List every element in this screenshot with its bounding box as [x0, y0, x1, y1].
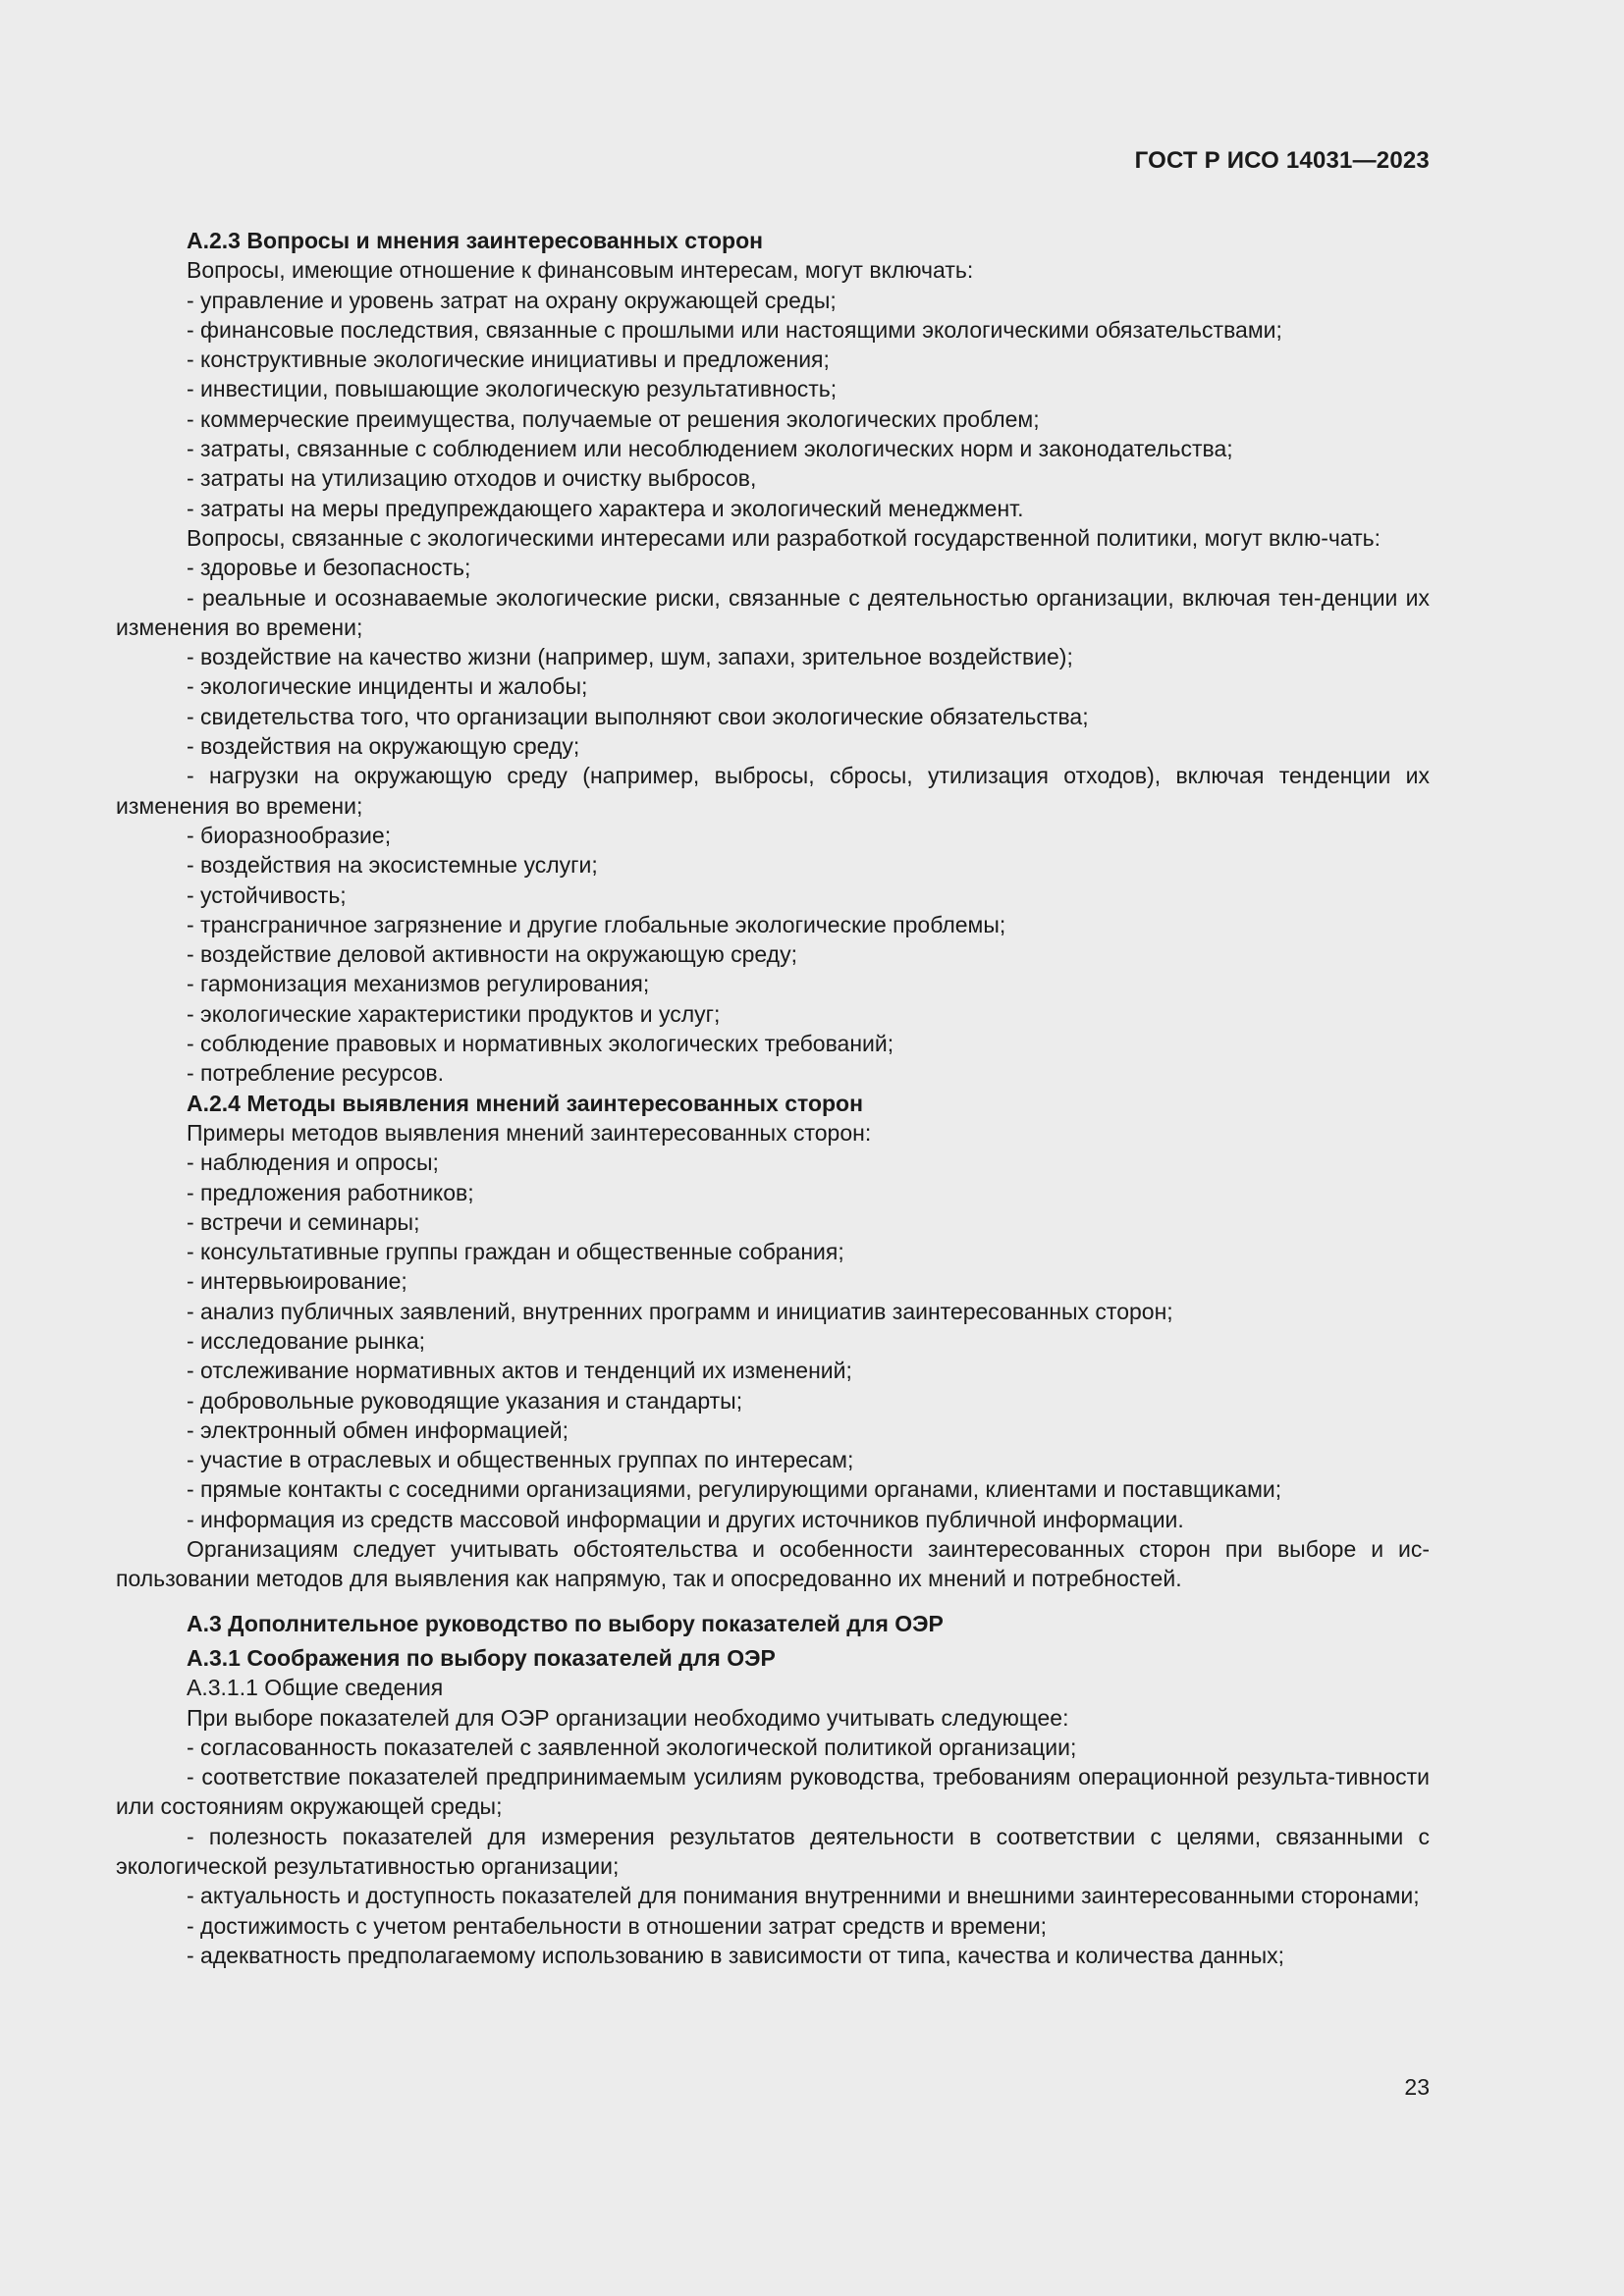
- list-item: - полезность показателей для измерения результатов деятельности в соответствии с целями, связанными с экологической результативностью организации;: [116, 1823, 1430, 1880]
- list-item: - достижимость с учетом рентабельности в отношении затрат средств и времени;: [187, 1912, 1048, 1939]
- section-title-a223: А.2.3 Вопросы и мнения заинтересованных сторон: [187, 228, 764, 253]
- list-item: - потребление ресурсов.: [187, 1060, 445, 1087]
- list-item: - встречи и семинары;: [187, 1208, 420, 1235]
- list-item: - информация из средств массовой информации и других источников публичной информации.: [187, 1506, 1184, 1532]
- list-item: - финансовые последствия, связанные с прошлыми или настоящими экологическими обязательствами;: [187, 316, 1282, 343]
- indicators-list: [116, 1733, 1430, 1970]
- list-item: - воздействие на качество жизни (например, шум, запахи, зрительное воздействие);: [187, 644, 1073, 670]
- section-title-a311: А.3.1.1 Общие сведения: [187, 1675, 444, 1701]
- methods-intro: Примеры методов выявления мнений заинтересованных сторон:: [187, 1119, 872, 1146]
- list-item: - наблюдения и опросы;: [187, 1149, 439, 1176]
- document-body: [116, 226, 1430, 1970]
- list-item: - гармонизация механизмов регулирования;: [187, 971, 650, 997]
- list-item: - устойчивость;: [187, 881, 347, 908]
- section-title-a224: А.2.4 Методы выявления мнений заинтересованных сторон: [187, 1090, 864, 1116]
- list-item: - трансграничное загрязнение и другие глобальные экологические проблемы;: [187, 911, 1006, 937]
- list-item: - отслеживание нормативных актов и тенденций их изменений;: [187, 1358, 852, 1384]
- list-item: - экологические инциденты и жалобы;: [187, 673, 588, 700]
- list-item: - нагрузки на окружающую среду (например, выбросы, сбросы, утилизация отходов), включая тенденции их изменения во времени;: [116, 763, 1430, 819]
- indicators-intro: При выборе показателей для ОЭР организации необходимо учитывать следующее:: [187, 1704, 1069, 1731]
- list-item: - воздействие деловой активности на окружающую среду;: [187, 941, 797, 968]
- list-item: - консультативные группы граждан и общественные собрания;: [187, 1239, 844, 1265]
- list-item: - реальные и осознаваемые экологические риски, связанные с деятельностью организации, включая тен-денции их изменения во времени;: [116, 584, 1430, 640]
- list-item: - анализ публичных заявлений, внутренних программ и инициатив заинтересованных сторон;: [187, 1298, 1173, 1324]
- list-item: - биоразнообразие;: [187, 822, 392, 848]
- list-item: - затраты, связанные с соблюдением или несоблюдением экологических норм и законодательства;: [187, 436, 1233, 462]
- list-item: - конструктивные экологические инициативы и предложения;: [187, 347, 830, 373]
- list-item: - электронный обмен информацией;: [187, 1416, 568, 1443]
- list-item: - инвестиции, повышающие экологическую результативность;: [187, 376, 838, 402]
- page-number: 23: [1404, 2074, 1430, 2100]
- list-item: - соблюдение правовых и нормативных экологических требований;: [187, 1031, 894, 1057]
- section-title-a3: А.3 Дополнительное руководство по выбору показателей для ОЭР: [187, 1610, 944, 1636]
- list-item: - соответствие показателей предпринимаемым усилиям руководства, требованиям операционной результа-тивности или состояниям окружающей среды;: [116, 1764, 1430, 1820]
- financial-intro: Вопросы, имеющие отношение к финансовым интересам, могут включать:: [187, 257, 974, 284]
- section-title-a31: А.3.1 Соображения по выбору показателей для ОЭР: [187, 1644, 776, 1671]
- environmental-list: [116, 553, 1430, 1088]
- list-item: - свидетельства того, что организации выполняют свои экологические обязательства;: [187, 703, 1089, 729]
- list-item: - экологические характеристики продуктов и услуг;: [187, 1000, 721, 1027]
- financial-list: [116, 286, 1430, 523]
- methods-list: [116, 1148, 1430, 1534]
- list-item: - воздействия на окружающую среду;: [187, 733, 580, 760]
- list-item: - здоровье и безопасность;: [187, 555, 471, 581]
- list-item: - актуальность и доступность показателей для понимания внутренними и внешними заинтересованными сторонами;: [187, 1883, 1420, 1909]
- list-item: - воздействия на экосистемные услуги;: [187, 852, 598, 879]
- list-item: - участие в отраслевых и общественных группах по интересам;: [187, 1447, 854, 1473]
- list-item: - затраты на утилизацию отходов и очистку выбросов,: [187, 465, 757, 492]
- list-item: - согласованность показателей с заявленной экологической политикой организации;: [187, 1734, 1077, 1760]
- document-code: ГОСТ Р ИСО 14031—2023: [1134, 147, 1430, 174]
- list-item: - исследование рынка;: [187, 1327, 426, 1354]
- list-item: - добровольные руководящие указания и стандарты;: [187, 1387, 743, 1414]
- list-item: - затраты на меры предупреждающего характера и экологический менеджмент.: [187, 495, 1024, 521]
- list-item: - коммерческие преимущества, получаемые от решения экологических проблем;: [187, 405, 1040, 432]
- environmental-intro: Вопросы, связанные с экологическими интересами или разработкой государственной политики, могут вклю-чать:: [187, 524, 1381, 551]
- list-item: - адекватность предполагаемому использованию в зависимости от типа, качества и количества данных;: [187, 1942, 1285, 1968]
- list-item: - интервьюирование;: [187, 1268, 407, 1295]
- list-item: - прямые контакты с соседними организациями, регулирующими органами, клиентами и поставщиками;: [187, 1476, 1282, 1503]
- list-item: - управление и уровень затрат на охрану окружающей среды;: [187, 287, 837, 313]
- methods-closing: Организациям следует учитывать обстоятельства и особенности заинтересованных сторон при выборе и ис-пользовании методов для выявления как напрямую, так и опосредованно их мнений и потребностей.: [116, 1536, 1430, 1592]
- list-item: - предложения работников;: [187, 1179, 474, 1205]
